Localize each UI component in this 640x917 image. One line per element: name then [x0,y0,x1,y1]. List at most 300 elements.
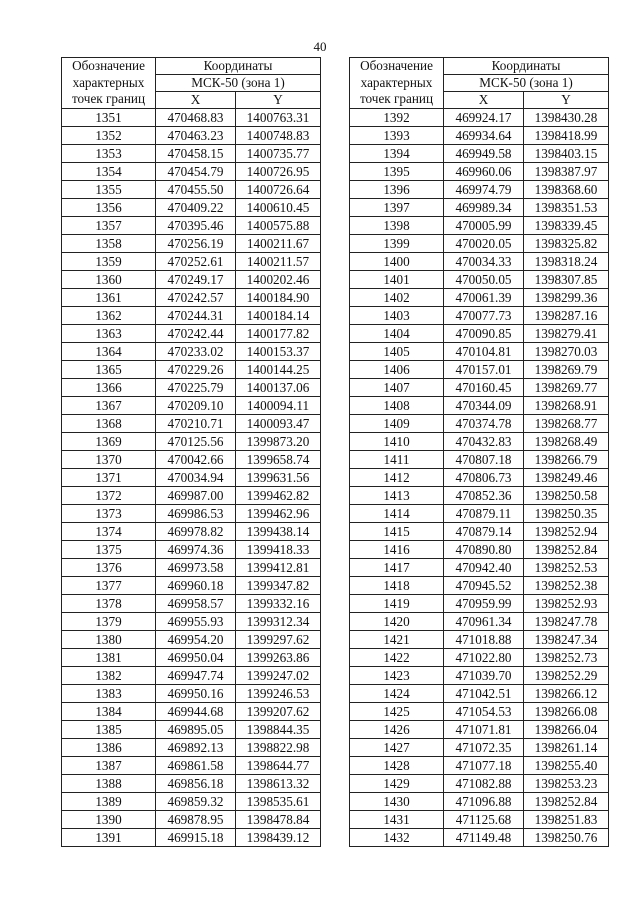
table-row [62,649,321,667]
y-coordinate-cell: 1400094.11 [236,397,321,415]
point-id-cell: 1419 [350,595,444,613]
point-id-cell: 1387 [62,757,156,775]
y-column-header: Y [236,92,321,109]
y-coordinate-cell: 1400093.47 [236,415,321,433]
x-coordinate-cell: 470042.66 [156,451,236,469]
coords-title-header: Координаты [444,58,609,75]
table-row [62,199,321,217]
table-row [62,559,321,577]
point-id-cell: 1385 [62,721,156,739]
y-coordinate-cell: 1398318.24 [524,253,609,271]
point-label-header [62,58,156,109]
x-coordinate-cell: 470256.19 [156,235,236,253]
table-row [350,523,609,541]
table-row [350,721,609,739]
table-row [350,415,609,433]
y-coordinate-cell: 1400211.57 [236,253,321,271]
page-number: 40 [313,39,327,54]
y-coordinate-cell: 1400610.45 [236,199,321,217]
point-label-line: характерных [72,74,145,90]
x-coordinate-cell: 471096.88 [444,793,524,811]
y-coordinate-cell: 1398307.85 [524,271,609,289]
x-coordinate-cell: 470249.17 [156,271,236,289]
table-row [62,721,321,739]
x-coordinate-cell: 470961.34 [444,613,524,631]
table-row [62,613,321,631]
table-row [62,415,321,433]
point-id-cell: 1353 [62,145,156,163]
table-body-left [62,109,321,847]
table-row [62,775,321,793]
table-row [350,433,609,451]
point-id-cell: 1373 [62,505,156,523]
x-coordinate-cell: 469987.00 [156,487,236,505]
table-row [350,541,609,559]
point-id-cell: 1364 [62,343,156,361]
y-coordinate-cell: 1398266.04 [524,721,609,739]
point-id-cell: 1403 [350,307,444,325]
point-id-cell: 1426 [350,721,444,739]
point-id-cell: 1368 [62,415,156,433]
table-row [350,199,609,217]
table-row [350,775,609,793]
y-coordinate-cell: 1399263.86 [236,649,321,667]
y-coordinate-cell: 1399312.34 [236,613,321,631]
x-coordinate-cell: 470458.15 [156,145,236,163]
y-coordinate-cell: 1398439.12 [236,829,321,847]
x-coordinate-cell: 470160.45 [444,379,524,397]
table-row [350,595,609,613]
table-row [350,181,609,199]
point-id-cell: 1432 [350,829,444,847]
y-coordinate-cell: 1399418.33 [236,541,321,559]
point-id-cell: 1405 [350,343,444,361]
x-coordinate-cell: 471039.70 [444,667,524,685]
point-id-cell: 1367 [62,397,156,415]
table-row [62,523,321,541]
y-coordinate-cell: 1400575.88 [236,217,321,235]
table-row [350,667,609,685]
y-coordinate-cell: 1398252.84 [524,541,609,559]
y-coordinate-cell: 1398266.12 [524,685,609,703]
table-row [62,631,321,649]
point-id-cell: 1370 [62,451,156,469]
y-coordinate-cell: 1399631.56 [236,469,321,487]
x-coordinate-cell: 470104.81 [444,343,524,361]
x-coordinate-cell: 471082.88 [444,775,524,793]
y-coordinate-cell: 1399347.82 [236,577,321,595]
y-coordinate-cell: 1398351.53 [524,199,609,217]
x-coordinate-cell: 469949.58 [444,145,524,163]
point-label-line: Обозначение [72,58,145,74]
table-row [62,829,321,847]
table-row [62,379,321,397]
x-coordinate-cell: 470942.40 [444,559,524,577]
x-coordinate-cell: 470157.01 [444,361,524,379]
x-coordinate-cell: 469973.58 [156,559,236,577]
table-row [62,109,321,127]
y-coordinate-cell: 1398535.61 [236,793,321,811]
point-id-cell: 1427 [350,739,444,757]
y-coordinate-cell: 1398251.83 [524,811,609,829]
point-id-cell: 1363 [62,325,156,343]
x-coordinate-cell: 470233.02 [156,343,236,361]
point-id-cell: 1428 [350,757,444,775]
y-coordinate-cell: 1399246.53 [236,685,321,703]
point-id-cell: 1389 [62,793,156,811]
y-coordinate-cell: 1400726.64 [236,181,321,199]
x-coordinate-cell: 469955.93 [156,613,236,631]
point-id-cell: 1396 [350,181,444,199]
point-id-cell: 1371 [62,469,156,487]
point-id-cell: 1352 [62,127,156,145]
y-coordinate-cell: 1399462.96 [236,505,321,523]
y-coordinate-cell: 1398252.29 [524,667,609,685]
x-coordinate-cell: 469950.16 [156,685,236,703]
y-coordinate-cell: 1398252.93 [524,595,609,613]
y-coordinate-cell: 1398269.77 [524,379,609,397]
table-row [62,397,321,415]
point-id-cell: 1365 [62,361,156,379]
x-coordinate-cell: 469954.20 [156,631,236,649]
x-coordinate-cell: 470050.05 [444,271,524,289]
x-coordinate-cell: 469947.74 [156,667,236,685]
point-id-cell: 1421 [350,631,444,649]
x-coordinate-cell: 470945.52 [444,577,524,595]
table-row [62,487,321,505]
point-id-cell: 1425 [350,703,444,721]
point-id-cell: 1416 [350,541,444,559]
point-id-cell: 1430 [350,793,444,811]
point-id-cell: 1382 [62,667,156,685]
table-row [350,379,609,397]
x-coordinate-cell: 469934.64 [444,127,524,145]
y-coordinate-cell: 1398252.84 [524,793,609,811]
y-coordinate-cell: 1399332.16 [236,595,321,613]
point-id-cell: 1356 [62,199,156,217]
x-coordinate-cell: 471149.48 [444,829,524,847]
x-coordinate-cell: 470455.50 [156,181,236,199]
point-id-cell: 1395 [350,163,444,181]
table-row [62,181,321,199]
x-coordinate-cell: 470879.11 [444,505,524,523]
table-row [350,649,609,667]
point-id-cell: 1383 [62,685,156,703]
x-coordinate-cell: 470020.05 [444,235,524,253]
y-coordinate-cell: 1399412.81 [236,559,321,577]
point-id-cell: 1388 [62,775,156,793]
point-id-cell: 1366 [62,379,156,397]
table-row [62,757,321,775]
table-row [62,361,321,379]
x-coordinate-cell: 470034.94 [156,469,236,487]
x-coordinate-cell: 470395.46 [156,217,236,235]
y-coordinate-cell: 1398279.41 [524,325,609,343]
table-row [350,253,609,271]
table-row [350,307,609,325]
y-coordinate-cell: 1398266.08 [524,703,609,721]
x-coordinate-cell: 471077.18 [444,757,524,775]
x-coordinate-cell: 471042.51 [444,685,524,703]
table-row [350,451,609,469]
x-coordinate-cell: 470210.71 [156,415,236,433]
table-row [350,163,609,181]
point-id-cell: 1423 [350,667,444,685]
x-coordinate-cell: 469924.17 [444,109,524,127]
y-coordinate-cell: 1398247.78 [524,613,609,631]
point-id-cell: 1386 [62,739,156,757]
x-coordinate-cell: 470852.36 [444,487,524,505]
y-coordinate-cell: 1400211.67 [236,235,321,253]
point-id-cell: 1358 [62,235,156,253]
y-coordinate-cell: 1398368.60 [524,181,609,199]
point-id-cell: 1418 [350,577,444,595]
point-id-cell: 1380 [62,631,156,649]
table-row [62,739,321,757]
y-coordinate-cell: 1400726.95 [236,163,321,181]
point-id-cell: 1372 [62,487,156,505]
point-id-cell: 1357 [62,217,156,235]
x-coordinate-cell: 470806.73 [444,469,524,487]
point-id-cell: 1406 [350,361,444,379]
y-coordinate-cell: 1398387.97 [524,163,609,181]
table-row [350,145,609,163]
y-coordinate-cell: 1399438.14 [236,523,321,541]
table-row [350,613,609,631]
y-coordinate-cell: 1398287.16 [524,307,609,325]
y-coordinate-cell: 1398252.94 [524,523,609,541]
x-coordinate-cell: 470077.73 [444,307,524,325]
point-id-cell: 1377 [62,577,156,595]
table-row [62,577,321,595]
table-row [62,163,321,181]
table-row [62,469,321,487]
table-row [62,271,321,289]
x-coordinate-cell: 470890.80 [444,541,524,559]
table-row [62,307,321,325]
x-coordinate-cell: 470807.18 [444,451,524,469]
table-row [350,685,609,703]
y-coordinate-cell: 1398250.35 [524,505,609,523]
x-coordinate-cell: 469859.32 [156,793,236,811]
x-coordinate-cell: 469892.13 [156,739,236,757]
table-row [350,631,609,649]
x-coordinate-cell: 471018.88 [444,631,524,649]
point-id-cell: 1369 [62,433,156,451]
x-coordinate-cell: 470005.99 [444,217,524,235]
x-coordinate-cell: 470468.83 [156,109,236,127]
y-coordinate-cell: 1400184.90 [236,289,321,307]
table-row [62,433,321,451]
point-id-cell: 1376 [62,559,156,577]
point-id-cell: 1362 [62,307,156,325]
table-row [62,145,321,163]
point-id-cell: 1390 [62,811,156,829]
y-coordinate-cell: 1400137.06 [236,379,321,397]
point-label-line: точек границ [71,91,146,107]
x-coordinate-cell: 470125.56 [156,433,236,451]
point-id-cell: 1384 [62,703,156,721]
table-row [350,469,609,487]
y-coordinate-cell: 1398613.32 [236,775,321,793]
table-row [350,487,609,505]
point-id-cell: 1420 [350,613,444,631]
point-id-cell: 1392 [350,109,444,127]
table-row [350,811,609,829]
table-row [62,253,321,271]
x-coordinate-cell: 470242.44 [156,325,236,343]
table-row [62,289,321,307]
table-row [62,811,321,829]
y-coordinate-cell: 1398255.40 [524,757,609,775]
table-row [350,505,609,523]
y-coordinate-cell: 1398252.73 [524,649,609,667]
y-coordinate-cell: 1398339.45 [524,217,609,235]
y-coordinate-cell: 1398268.91 [524,397,609,415]
y-coordinate-cell: 1399873.20 [236,433,321,451]
table-row [350,829,609,847]
table-row [350,577,609,595]
table-row [62,343,321,361]
point-id-cell: 1400 [350,253,444,271]
x-coordinate-cell: 470374.78 [444,415,524,433]
x-coordinate-cell: 470879.14 [444,523,524,541]
y-coordinate-cell: 1398403.15 [524,145,609,163]
point-id-cell: 1375 [62,541,156,559]
point-label-line: характерных [360,74,433,90]
table-row [350,289,609,307]
x-coordinate-cell: 470034.33 [444,253,524,271]
point-id-cell: 1407 [350,379,444,397]
x-coordinate-cell: 471072.35 [444,739,524,757]
y-coordinate-cell: 1400184.14 [236,307,321,325]
y-coordinate-cell: 1400177.82 [236,325,321,343]
point-label-header [350,58,444,109]
coords-title-header: Координаты [156,58,321,75]
table-row [350,127,609,145]
point-id-cell: 1374 [62,523,156,541]
x-coordinate-cell: 471054.53 [444,703,524,721]
table-row [62,217,321,235]
point-id-cell: 1379 [62,613,156,631]
table-row [350,559,609,577]
table-row [62,451,321,469]
table-row [62,595,321,613]
y-coordinate-cell: 1398252.53 [524,559,609,577]
x-coordinate-cell: 469878.95 [156,811,236,829]
point-id-cell: 1415 [350,523,444,541]
y-coordinate-cell: 1398266.79 [524,451,609,469]
y-coordinate-cell: 1398253.23 [524,775,609,793]
point-id-cell: 1378 [62,595,156,613]
x-coordinate-cell: 469978.82 [156,523,236,541]
x-coordinate-cell: 470454.79 [156,163,236,181]
table-row [350,793,609,811]
x-coordinate-cell: 469944.68 [156,703,236,721]
point-id-cell: 1381 [62,649,156,667]
point-id-cell: 1398 [350,217,444,235]
x-coordinate-cell: 470463.23 [156,127,236,145]
point-id-cell: 1397 [350,199,444,217]
x-coordinate-cell: 469895.05 [156,721,236,739]
table-row [62,667,321,685]
table-row [62,703,321,721]
x-coordinate-cell: 469950.04 [156,649,236,667]
x-coordinate-cell: 470344.09 [444,397,524,415]
x-coordinate-cell: 471022.80 [444,649,524,667]
x-coordinate-cell: 470432.83 [444,433,524,451]
y-column-header: Y [524,92,609,109]
table-row [62,505,321,523]
point-id-cell: 1393 [350,127,444,145]
x-coordinate-cell: 469856.18 [156,775,236,793]
y-coordinate-cell: 1400144.25 [236,361,321,379]
table-row [350,109,609,127]
point-id-cell: 1354 [62,163,156,181]
point-id-cell: 1359 [62,253,156,271]
table-row [350,361,609,379]
y-coordinate-cell: 1398261.14 [524,739,609,757]
point-id-cell: 1431 [350,811,444,829]
x-coordinate-cell: 471125.68 [444,811,524,829]
point-id-cell: 1399 [350,235,444,253]
table-row [350,271,609,289]
y-coordinate-cell: 1400735.77 [236,145,321,163]
y-coordinate-cell: 1398250.76 [524,829,609,847]
point-id-cell: 1411 [350,451,444,469]
y-coordinate-cell: 1398270.03 [524,343,609,361]
y-coordinate-cell: 1398252.38 [524,577,609,595]
point-id-cell: 1429 [350,775,444,793]
x-coordinate-cell: 469960.06 [444,163,524,181]
point-label-line: точек границ [359,91,434,107]
point-id-cell: 1402 [350,289,444,307]
y-coordinate-cell: 1398325.82 [524,235,609,253]
x-coordinate-cell: 470959.99 [444,595,524,613]
x-coordinate-cell: 470244.31 [156,307,236,325]
y-coordinate-cell: 1398478.84 [236,811,321,829]
table-row [350,217,609,235]
y-coordinate-cell: 1398418.99 [524,127,609,145]
y-coordinate-cell: 1398430.28 [524,109,609,127]
y-coordinate-cell: 1399297.62 [236,631,321,649]
y-coordinate-cell: 1400748.83 [236,127,321,145]
coords-system-header: МСК-50 (зона 1) [444,75,609,92]
point-id-cell: 1394 [350,145,444,163]
x-column-header: X [156,92,236,109]
x-coordinate-cell: 469989.34 [444,199,524,217]
point-id-cell: 1413 [350,487,444,505]
point-id-cell: 1361 [62,289,156,307]
y-coordinate-cell: 1398299.36 [524,289,609,307]
table-row [350,757,609,775]
point-id-cell: 1417 [350,559,444,577]
table-row [62,235,321,253]
table-row [62,685,321,703]
x-coordinate-cell: 469915.18 [156,829,236,847]
y-coordinate-cell: 1398269.79 [524,361,609,379]
x-coordinate-cell: 470229.26 [156,361,236,379]
y-coordinate-cell: 1398250.58 [524,487,609,505]
x-coordinate-cell: 470061.39 [444,289,524,307]
x-coordinate-cell: 469974.36 [156,541,236,559]
point-id-cell: 1355 [62,181,156,199]
coordinates-table-right [349,57,609,847]
x-coordinate-cell: 469974.79 [444,181,524,199]
x-coordinate-cell: 470209.10 [156,397,236,415]
table-row [350,703,609,721]
point-id-cell: 1409 [350,415,444,433]
